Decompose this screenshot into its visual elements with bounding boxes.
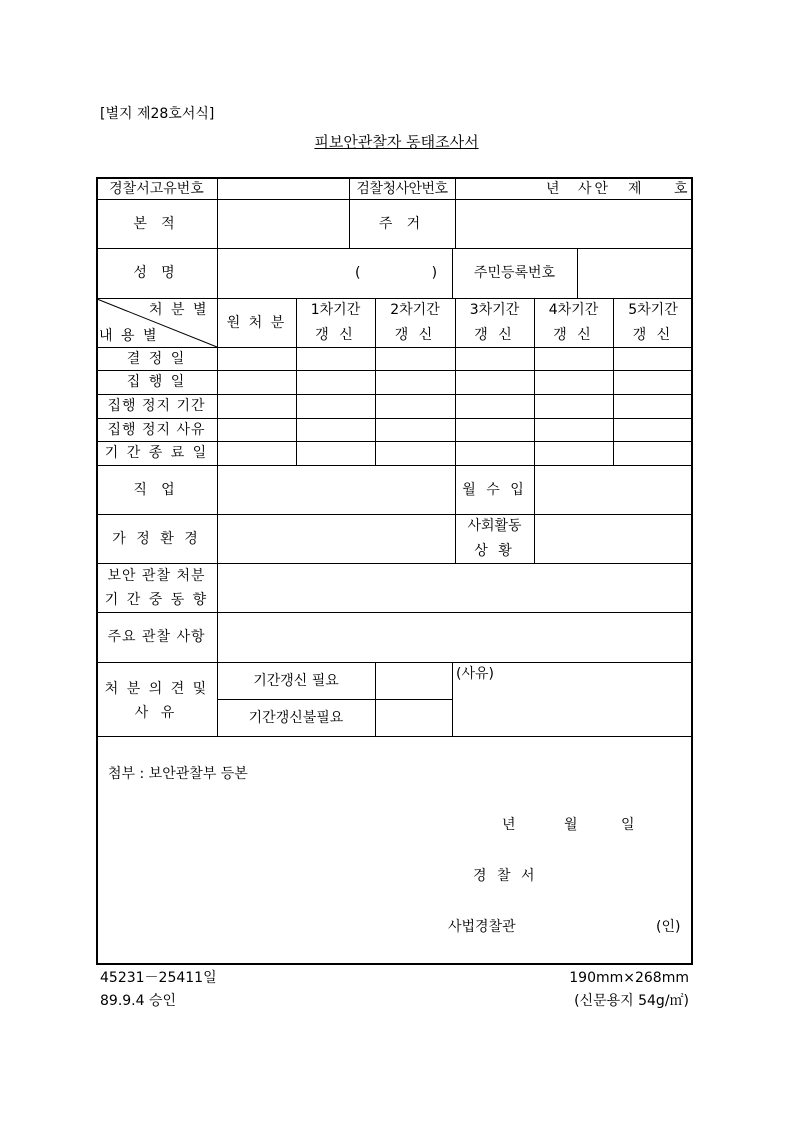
name-label: 성 명 <box>133 265 180 281</box>
opinion-label-line2: 사 유 <box>134 705 179 721</box>
occupation-label: 직 업 <box>133 482 180 498</box>
rule <box>96 394 693 395</box>
police-station-label: 경 찰 서 <box>473 868 538 884</box>
date-day-label: 일 <box>621 817 635 833</box>
rule <box>577 248 578 298</box>
column-2nd-renewal-line2: 갱 신 <box>394 327 436 343</box>
column-original-disposition: 원 처 분 <box>226 315 287 331</box>
year-label: 년 <box>546 181 560 197</box>
column-5th-renewal-line2: 갱 신 <box>632 327 674 343</box>
footer-approval: 89.9.4 승인 <box>100 993 177 1009</box>
rule <box>96 465 693 466</box>
document-title-text: 피보안관찰자 동태조사서 <box>314 133 479 151</box>
rule <box>613 298 614 465</box>
registered-domicile-label: 본 적 <box>133 216 180 232</box>
footer-paper-type: (신문용지 54g/㎡) <box>574 993 689 1009</box>
form-number: [별지 제28호서식] <box>100 106 215 122</box>
row-decision-date: 결 정 일 <box>126 351 187 367</box>
column-1st-renewal-line2: 갱 신 <box>315 327 356 343</box>
rule <box>296 298 297 465</box>
name-hanja-parenthesis: ( ) <box>355 265 438 281</box>
column-5th-renewal-line1: 5차기간 <box>628 302 678 318</box>
footer-paper-size: 190mm×268mm <box>569 970 689 986</box>
rule <box>217 699 452 700</box>
seal-mark: (인) <box>656 919 681 935</box>
reason-label: (사유) <box>456 666 494 682</box>
prosecution-id-label: 검찰청사안번호 <box>356 181 448 197</box>
footer-code: 45231－25411일 <box>100 970 217 986</box>
rule <box>96 248 693 249</box>
column-3rd-renewal-line1: 3차기간 <box>469 302 520 318</box>
key-observations-label: 주요 관찰 사항 <box>107 629 206 645</box>
row-suspension-reason: 집행 정지 사유 <box>107 422 206 438</box>
column-4th-renewal-line1: 4차기간 <box>548 302 599 318</box>
monthly-income-label: 월 수 입 <box>462 482 527 498</box>
renewal-not-needed-label: 기간갱신불필요 <box>248 710 344 726</box>
rule <box>96 612 693 613</box>
date-month-label: 월 <box>564 817 578 833</box>
rule <box>96 736 693 737</box>
column-4th-renewal-line2: 갱 신 <box>553 327 594 343</box>
column-3rd-renewal-line2: 갱 신 <box>474 327 515 343</box>
rule <box>534 298 535 465</box>
officer-label: 사법경찰관 <box>448 919 516 935</box>
rule <box>96 199 693 200</box>
rule <box>534 465 535 563</box>
rule <box>452 662 453 736</box>
rule <box>96 418 693 419</box>
resident-number-label: 주민등록번호 <box>473 265 556 281</box>
ho-label: 호 <box>674 181 688 197</box>
rule <box>96 370 693 371</box>
date-year-label: 년 <box>502 817 516 833</box>
column-1st-renewal-line1: 1차기간 <box>310 302 361 318</box>
renewal-needed-label: 기간갱신 필요 <box>253 673 339 689</box>
row-execution-date: 집 행 일 <box>126 374 187 390</box>
rule <box>455 177 456 248</box>
trend-label-line2: 기 간 중 동 향 <box>104 592 209 608</box>
social-activity-label-line2: 상 황 <box>474 543 515 559</box>
corner-top-label: 처 분 별 <box>149 302 209 318</box>
attachment-note: 첨부 : 보안관찰부 등본 <box>108 766 248 782</box>
rule <box>375 298 376 465</box>
row-suspension-period: 집행 정지 기간 <box>107 398 206 414</box>
residence-label: 주 거 <box>378 216 426 232</box>
rule <box>96 441 693 442</box>
document-title <box>0 131 793 152</box>
column-2nd-renewal-line1: 2차기간 <box>390 302 440 318</box>
case-label: 사안 <box>578 181 612 197</box>
corner-bottom-label: 내 용 별 <box>99 328 159 344</box>
rule <box>96 514 693 515</box>
rule <box>96 662 693 663</box>
rule <box>455 298 456 465</box>
rule <box>375 662 376 736</box>
police-id-label: 경찰서고유번호 <box>109 181 204 197</box>
trend-label-line1: 보안 관찰 처분 <box>107 568 206 584</box>
row-term-end-date: 기 간 종 료 일 <box>104 445 209 461</box>
no-label: 제 <box>628 181 642 197</box>
social-activity-label-line1: 사회활동 <box>467 518 522 534</box>
rule <box>96 563 693 564</box>
opinion-label-line1: 처 분 의 견 및 <box>104 681 209 697</box>
family-environment-label: 가 정 환 경 <box>112 531 201 547</box>
